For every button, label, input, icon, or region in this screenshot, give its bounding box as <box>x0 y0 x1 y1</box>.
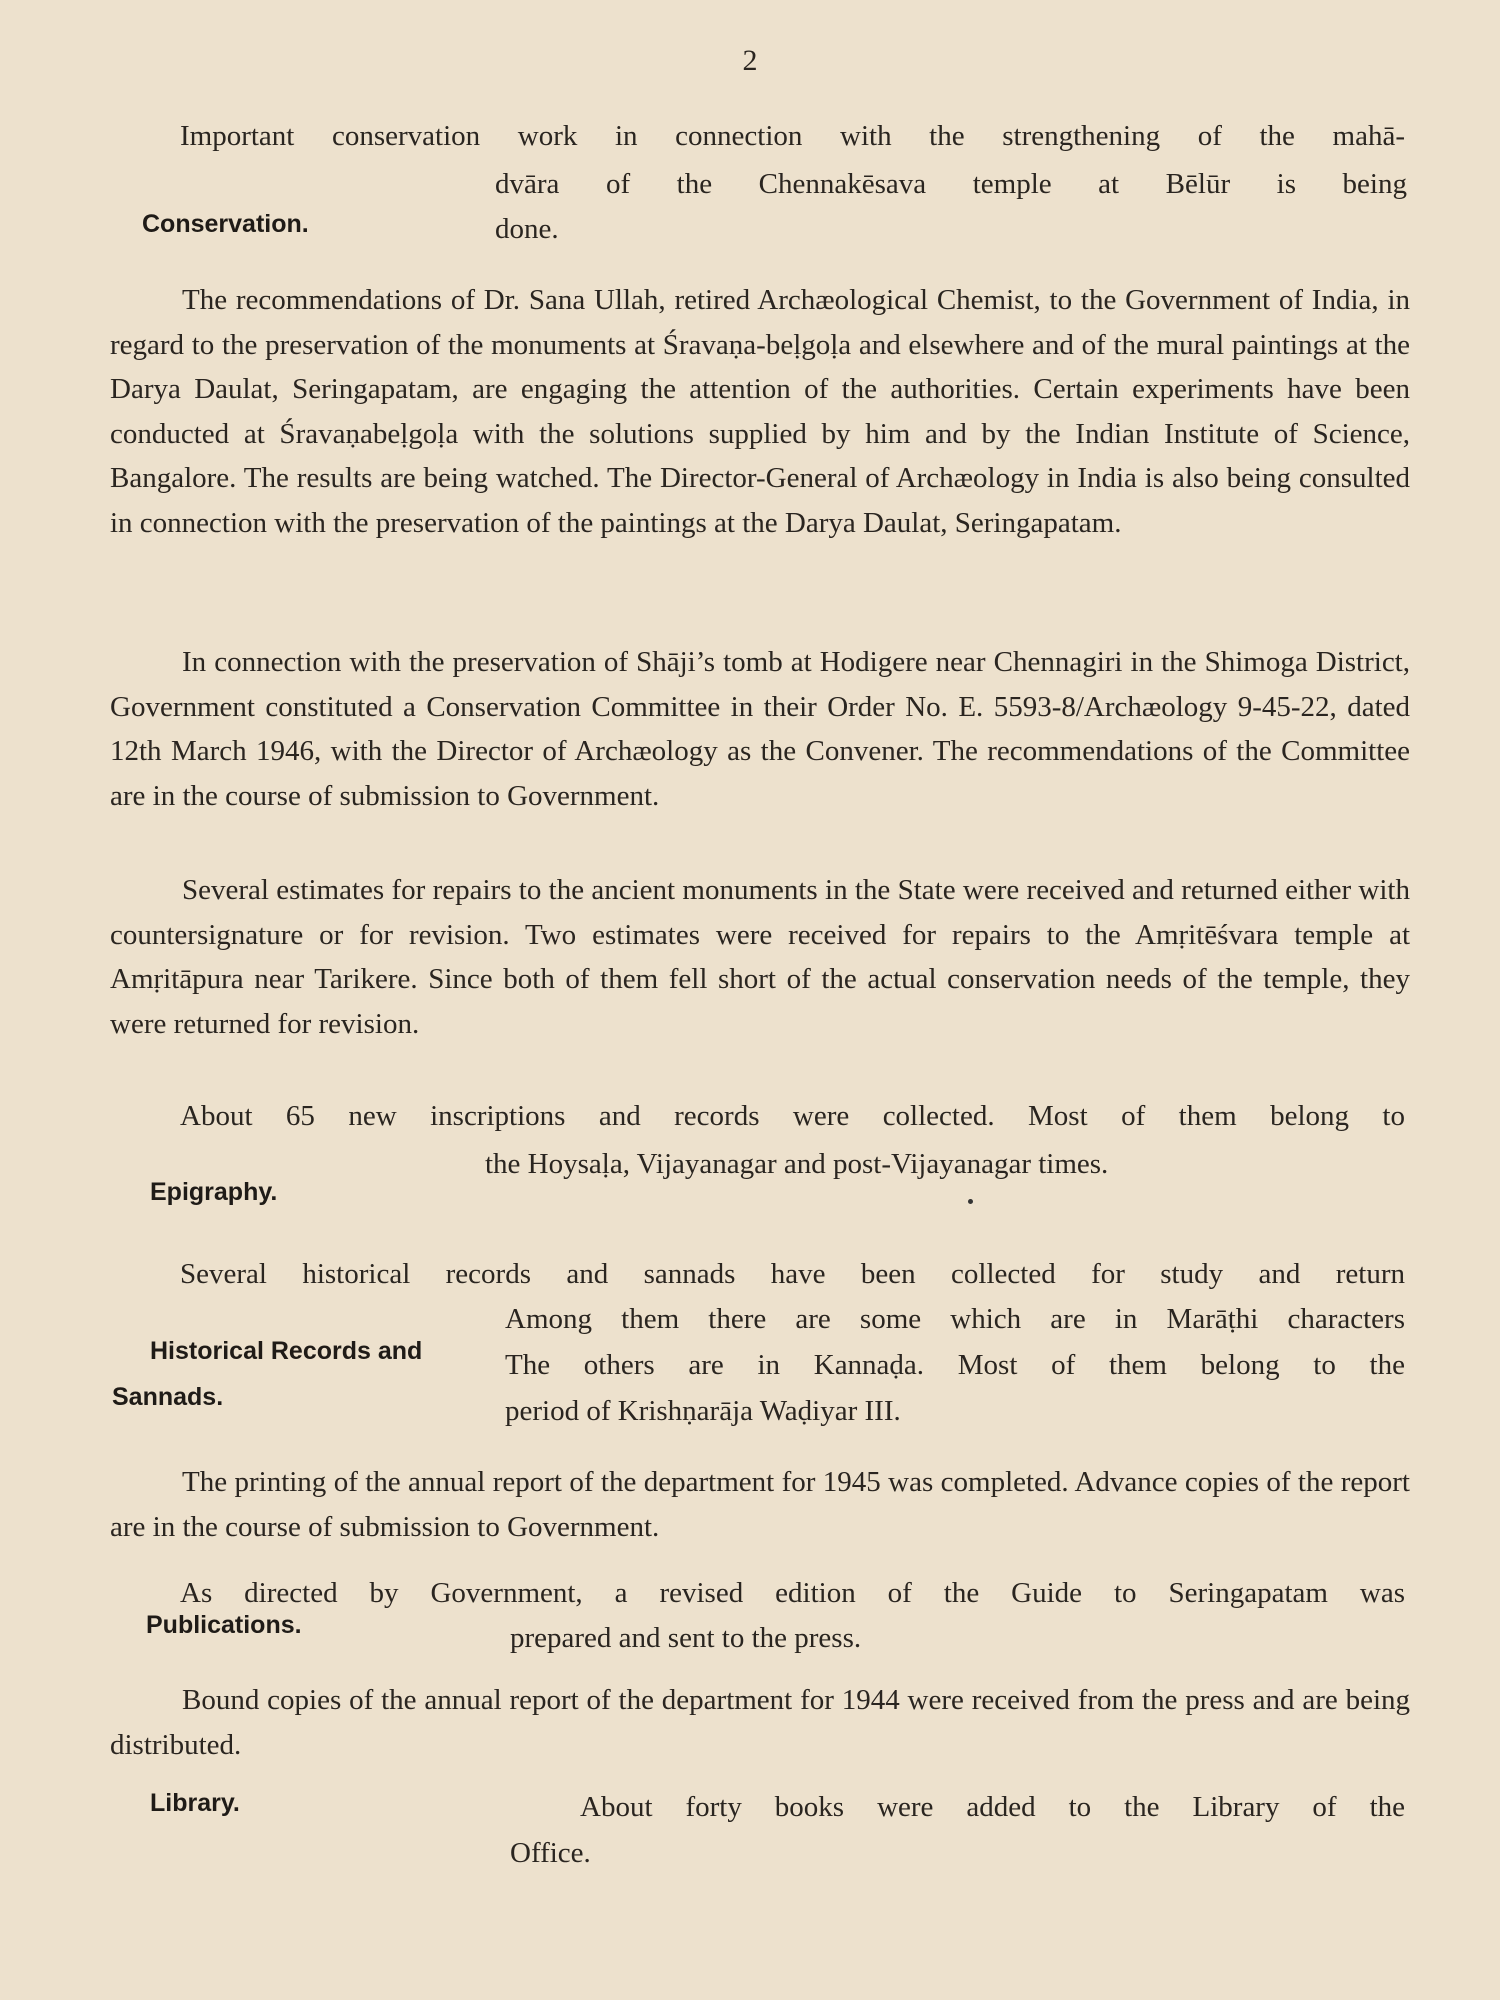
conservation-paragraph-shaji-tomb: In connection with the preservation of Shāji’s tomb at Hodigere near Chennagiri in the Shimoga District, Government constituted a Conservation Committee in their Order No. E. 5593-8/Archæology 9-45-22, dated 12th March 1946, with the Director of Archæology as the Convener. The recommendations of the Committee are in the course of submission to Government. <box>110 646 1410 812</box>
publications-paragraph-3: Bound copies of the annual report of the department for 1944 were received from the press and are being distributed. <box>110 1684 1410 1761</box>
publications-paragraph-1: The printing of the annual report of the department for 1945 was completed. Advance copies of the report are in the course of submission to Government. <box>110 1466 1410 1543</box>
historical-records-line-2: Among them there are some which are in Marāṭhi characters <box>505 1303 1405 1335</box>
conservation-lead-line-3: done. <box>495 213 559 245</box>
stray-dot-mark <box>968 1199 973 1204</box>
epigraphy-line-1: About 65 new inscriptions and records were collected. Most of them belong to <box>180 1100 1405 1132</box>
historical-records-line-4: period of Krishṇarāja Waḍiyar III. <box>505 1395 901 1427</box>
epigraphy-heading: Epigraphy. <box>150 1178 278 1206</box>
conservation-heading: Conservation. <box>142 210 309 238</box>
library-heading: Library. <box>150 1789 240 1817</box>
historical-records-line-3: The others are in Kannaḍa. Most of them belong to the <box>505 1349 1405 1381</box>
conservation-paragraph-estimates: Several estimates for repairs to the ancient monuments in the State were received and returned either with countersignature or for revision. Two estimates were received for repairs to the Amṛitēśvara temple at Amṛitāpura near Tarikere. Since both of them fell short of the actual conservation needs of the temple, they were returned for revision. <box>110 874 1410 1040</box>
historical-records-heading-line-2: Sannads. <box>112 1383 224 1411</box>
historical-records-line-1: Several historical records and sannads have been collected for study and return <box>180 1258 1405 1290</box>
library-line-1: About forty books were added to the Library of the <box>580 1791 1405 1823</box>
publications-paragraph-2-line-1: As directed by Government, a revised edition of the Guide to Seringapatam was <box>180 1577 1405 1609</box>
conservation-lead-line-1: Important conservation work in connection with the strengthening of the mahā- <box>180 120 1405 152</box>
publications-paragraph-2-line-2: prepared and sent to the press. <box>510 1622 862 1654</box>
conservation-lead-line-2: dvāra of the Chennakēsava temple at Bēlūr is being <box>495 168 1407 200</box>
epigraphy-line-2: the Hoysaḷa, Vijayanagar and post-Vijayanagar times. <box>485 1148 1109 1180</box>
historical-records-heading-line-1: Historical Records and <box>150 1337 423 1365</box>
conservation-paragraph-sana-ullah: The recommendations of Dr. Sana Ullah, retired Archæological Chemist, to the Government of India, in regard to the preservation of the monuments at Śravaṇa-beḷgoḷa and elsewhere and of the mural paintings at the Darya Daulat, Seringapatam, are engaging the attention of the authorities. Certain experiments have been conducted at Śravaṇabeḷgoḷa with the solutions supplied by him and by the Indian Institute of Science, Bangalore. The results are being watched. The Director-General of Archæology in India is also being consulted in connection with the preservation of the paintings at the Darya Daulat, Seringapatam. <box>110 284 1410 539</box>
library-line-2: Office. <box>510 1837 591 1869</box>
publications-heading: Publications. <box>146 1611 302 1639</box>
page-number: 2 <box>742 44 758 77</box>
